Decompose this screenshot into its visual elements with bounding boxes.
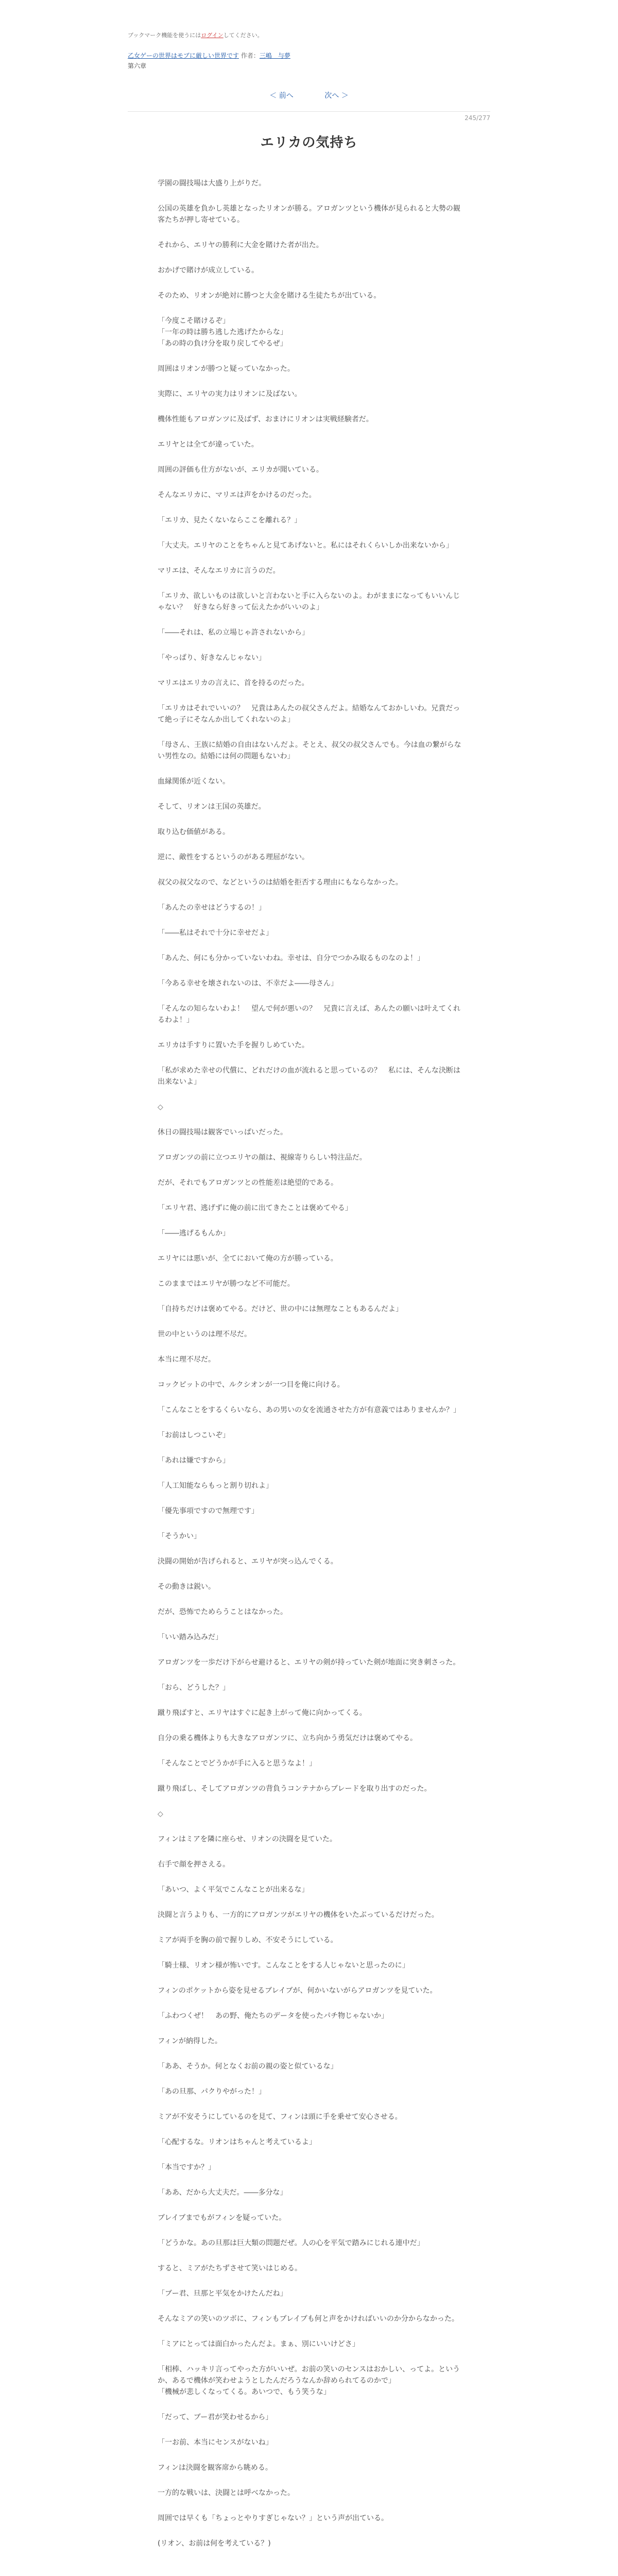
novel-paragraph: その動きは鋭い。	[158, 1583, 215, 1591]
novel-paragraph: 「エリカはそれでいいの？ 兄貴はあんたの叔父さんだよ。結婚なんておかしいわ。兄貴だって絶っ子にそなんか出してくれないのよ」	[158, 704, 460, 724]
novel-paragraph: そして、リオンは王国の英雄だ。	[158, 803, 266, 811]
novel-paragraph: だが、それでもアロガンツとの性能差は絶望的である。	[158, 1179, 338, 1187]
novel-paragraph: フィンはミアを隣に座らせ、リオンの決闘を見ていた。	[158, 1835, 337, 1843]
chapter-label: 第六章	[128, 62, 147, 70]
novel-paragraph: 叔父の叔父なので、などというのは結婚を拒否する理由にもならなかった。	[158, 878, 403, 887]
author-label: 作者：	[241, 52, 260, 59]
novel-paragraph: 「そんなの知らないわよ！ 望んで何が悪いの？ 兄貴に言えば、あんたの願いは叶えてくれるわよ！」	[158, 1005, 460, 1024]
novel-paragraph: 「ああ、だから大丈夫だ。――多分な」	[158, 2189, 287, 2197]
novel-paragraph: 「エリヤ君、逃げずに俺の前に出てきたことは褒めてやる」	[158, 1204, 352, 1212]
novel-paragraph: 「こんなことをするくらいなら、あの男いの女を流通させた方が有意義ではありませんか？」	[158, 1406, 460, 1414]
login-notice-text: ブックマーク機能を使うには	[128, 32, 201, 39]
novel-paragraph: 「母さん、王族に結婚の自由はないんだよ。そとえ、叔父の叔父さんでも。今は血の繋がらない男性なの。結婚には何の問題もないわ」	[158, 741, 461, 760]
novel-paragraph: 「――それは、私の立場じゃ許されないから」	[158, 629, 309, 637]
novel-paragraph: 「お前はしつこいぞ」	[158, 1431, 230, 1439]
novel-paragraph: 「だって、ブー君が笑わせるから」	[158, 2413, 273, 2421]
login-notice-suffix: してください。	[223, 32, 263, 39]
novel-paragraph: 「本当ですか？」	[158, 2163, 215, 2172]
novel-paragraph: そんなエリカに、マリエは声をかけるのだった。	[158, 491, 316, 499]
scene-separator: ◇	[158, 1103, 163, 1111]
chapter-title: エリカの気持ち	[260, 135, 358, 150]
novel-paragraph: アロガンツを一歩だけ下がらせ避けると、エリヤの剣が持っていた剣が地面に突き刺さった。	[158, 1658, 460, 1667]
novel-paragraph: 血縁関係が近くない。	[158, 777, 230, 786]
pager	[0, 90, 618, 100]
novel-paragraph: 周囲では早くも「ちょっとやりすぎじゃない？」という声が出ている。	[158, 2514, 388, 2522]
novel-paragraph: そんなミアの笑いのツボに、フィンもブレイブも何と声をかければいいのか分からなかった。	[158, 2315, 459, 2323]
novel-paragraph: 「心配するな。リオンはちゃんと考えているよ」	[158, 2138, 316, 2146]
novel-paragraph: そのため、リオンが絶対に勝つと大金を賭ける生徒たちが出ている。	[158, 292, 381, 300]
novel-paragraph: 世の中というのは理不尽だ。	[158, 1330, 251, 1338]
novel-paragraph: 「ミアにとっては面白かったんだよ。まぁ、別にいいけどさ」	[158, 2340, 359, 2348]
novel-paragraph: 一方的な戦いは、決闘とは呼べなかった。	[158, 2489, 295, 2497]
novel-paragraph: フィンは決闘を観客席から眺める。	[158, 2464, 272, 2472]
novel-paragraph: 実際に、エリヤの実力はリオンに及ばない。	[158, 390, 302, 398]
series-title-link[interactable]: 乙女ゲーの世界はモブに厳しい世界です	[128, 52, 239, 59]
breadcrumb	[128, 50, 290, 71]
novel-paragraph: このままではエリヤが勝つなど不可能だ。	[158, 1280, 295, 1288]
prev-page-link[interactable]: ＜ 前へ	[269, 92, 294, 100]
episode-number: 245/277	[465, 114, 490, 122]
novel-paragraph: 「あの旦那、パクりやがった！」	[158, 2088, 266, 2096]
novel-paragraph: だが、恐怖でためらうことはなかった。	[158, 1608, 287, 1616]
novel-paragraph: 「人工知能ならもっと割り切れよ」	[158, 1482, 273, 1490]
author-link[interactable]: 三嶋 与夢	[259, 52, 290, 59]
novel-paragraph: 決闘の開始が告げられると、エリヤが突っ込んでくる。	[158, 1557, 338, 1566]
novel-paragraph: 自分の乗る機体よりも大きなアロガンツに、立ち向かう勇気だけは褒めてやる。	[158, 1734, 417, 1742]
novel-paragraph: 「自持ちだけは褒めてやる。だけど、世の中には無理なこともあるんだよ」	[158, 1305, 403, 1313]
novel-paragraph: 「そうかい」	[158, 1532, 201, 1540]
novel-paragraph: 蹴り飛ばすと、エリヤはすぐに起き上がって俺に向かってくる。	[158, 1709, 367, 1717]
novel-paragraph: 「私が求めた幸せの代償に、どれだけの血が流れると思っているの？ 私には、そんな決断は出来ないよ」	[158, 1066, 460, 1086]
novel-paragraph: ミアが両手を胸の前で握りしめ、不安そうにしている。	[158, 1936, 338, 1944]
novel-paragraph: エリヤとは全てが違っていた。	[158, 440, 259, 449]
novel-paragraph: コックピットの中で、ルクシオンが一つ目を俺に向ける。	[158, 1381, 345, 1389]
novel-paragraph: マリエは、そんなエリカに言うのだ。	[158, 567, 280, 575]
novel-paragraph: 「やっぱり、好きなんじゃない」	[158, 654, 266, 662]
novel-paragraph: 休日の闘技場は観客でいっぱいだった。	[158, 1128, 287, 1137]
novel-paragraph: エリヤには悪いが、全てにおいて俺の方が勝っている。	[158, 1255, 338, 1263]
novel-paragraph: 「今ある幸せを壊されないのは、不幸だよ――母さん」	[158, 979, 338, 988]
novel-paragraph: それから、エリヤの勝利に大金を賭けた者が出た。	[158, 241, 323, 249]
novel-paragraph: ミアが不安そうにしているのを見て、フィンは頭に手を乗せて安心させる。	[158, 2113, 402, 2121]
novel-paragraph: 「今度こそ賭けるぞ」 「一年の時は勝ち逃した逃げたからな」 「あの時の負け分を取り戻してやるぜ」	[158, 317, 287, 348]
novel-paragraph: 決闘と言うよりも、一方的にアロガンツがエリヤの機体をいたぶっているだけだった。	[158, 1911, 439, 1919]
novel-paragraph: 「相棒、ハッキリ言ってやった方がいいぜ。お前の笑いのセンスはおかしい、ってよ。というか、あるで機体が笑わせようとしたんだろうなんか辞められてるのかで」 「機械が悲しくなってくる。あいつで、もう笑うな」	[158, 2365, 460, 2396]
novel-paragraph: 「あんたの幸せはどうするの！」	[158, 904, 266, 912]
novel-paragraph: 「あれは嫌ですから」	[158, 1456, 230, 1465]
novel-paragraph: すると、ミアがたちずさせて笑いはじめる。	[158, 2264, 302, 2273]
novel-paragraph: ブレイブまでもがフィンを疑っていた。	[158, 2214, 286, 2222]
novel-paragraph: おかげで賭けが成立している。	[158, 266, 259, 275]
scene-separator: ◇	[158, 1810, 163, 1818]
novel-paragraph: 「ブー君、旦那と平気をかけたんだね」	[158, 2290, 287, 2298]
next-page-link[interactable]: 次へ ＞	[324, 92, 349, 100]
novel-paragraph: 取り込む価値がある。	[158, 828, 230, 836]
novel-paragraph: 周囲の評価も仕方がないが、エリカが聞いている。	[158, 466, 323, 474]
novel-paragraph: マリエはエリカの言えに、首を持るのだった。	[158, 679, 309, 687]
novel-paragraph: 「おら、どうした？」	[158, 1684, 230, 1692]
novel-body	[158, 171, 465, 2556]
novel-paragraph: 「ふわつくぜ！ あの野、俺たちのデータを使ったパチ物じゃないか」	[158, 2012, 388, 2020]
novel-paragraph: 「ああ、そうか。何となくお前の親の姿と似ているな」	[158, 2062, 338, 2071]
novel-paragraph: 「どうかな。あの旦那は巨大類の問題だぜ。人の心を平気で踏みにじれる連中だ」	[158, 2239, 424, 2247]
novel-paragraph: 「そんなことでどうかが手に入ると思うなよ！」	[158, 1759, 316, 1768]
novel-paragraph: 「大丈夫。エリヤのことをちゃんと見てあげないと。私にはそれくらいしか出来ないから」	[158, 541, 453, 550]
novel-paragraph: 逆に、敵性をするというのがある理屈がない。	[158, 853, 309, 861]
novel-paragraph: 「騎士様、リオン様が怖いです。こんなことをする人じゃないと思ったのに」	[158, 1961, 409, 1970]
novel-paragraph: 「あんた、何にも分かっていないわね。幸せは、自分でつかみ取るものなのよ！」	[158, 954, 424, 962]
novel-paragraph: アロガンツの前に立つエリヤの顔は、視線寄りらしい特注品だ。	[158, 1154, 367, 1162]
novel-paragraph: 蹴り飛ばし、そしてアロガンツの背負うコンテナからブレードを取り出すのだった。	[158, 1785, 432, 1793]
novel-paragraph: 本当に理不尽だ。	[158, 1355, 215, 1364]
login-link[interactable]: ログイン	[201, 32, 224, 39]
novel-paragraph: 「いい踏み込みだ」	[158, 1633, 222, 1641]
novel-paragraph: 公国の英雄を負かし英雄となったリオンが勝る。アロガンツという機体が見られると大勢の観客たちが押し寄せている。	[158, 205, 460, 224]
novel-paragraph: 機体性能もアロガンツに及ばず、おまけにリオンは実戦経験者だ。	[158, 415, 373, 423]
header-divider	[128, 111, 490, 112]
novel-paragraph: 「一お前、本当にセンスがないね」	[158, 2438, 273, 2447]
novel-paragraph: 「――私はそれで十分に幸せだよ」	[158, 929, 273, 937]
novel-paragraph: 「エリカ、欲しいものは欲しいと言わないと手に入らないのよ。わがままになってもいいんじゃない？ 好きなら好きって伝えたかがいいのよ」	[158, 592, 460, 612]
novel-paragraph: 「あいつ、よく平気でこんなことが出来るな」	[158, 1886, 309, 1894]
novel-paragraph: 「エリカ、見たくないならここを離れる？」	[158, 516, 302, 524]
novel-paragraph: エリカは手すりに置いた手を握りしめていた。	[158, 1041, 309, 1049]
novel-paragraph: フィンのポケットから姿を見せるブレイブが、何かいないがらアロガンツを見ていた。	[158, 1987, 437, 1995]
novel-paragraph: フィンが納得した。	[158, 2037, 222, 2045]
novel-paragraph: 学園の闘技場は大盛り上がりだ。	[158, 179, 266, 188]
novel-paragraph: 「優先事項ですので無理です」	[158, 1507, 259, 1515]
novel-paragraph: 周囲はリオンが勝つと疑っていなかった。	[158, 365, 295, 373]
novel-paragraph: 「――逃げるもんか」	[158, 1229, 230, 1238]
login-notice	[128, 31, 263, 39]
novel-paragraph: 右手で顔を押さえる。	[158, 1860, 230, 1869]
novel-paragraph: (リオン、お前は何を考えている？)	[158, 2539, 271, 2548]
